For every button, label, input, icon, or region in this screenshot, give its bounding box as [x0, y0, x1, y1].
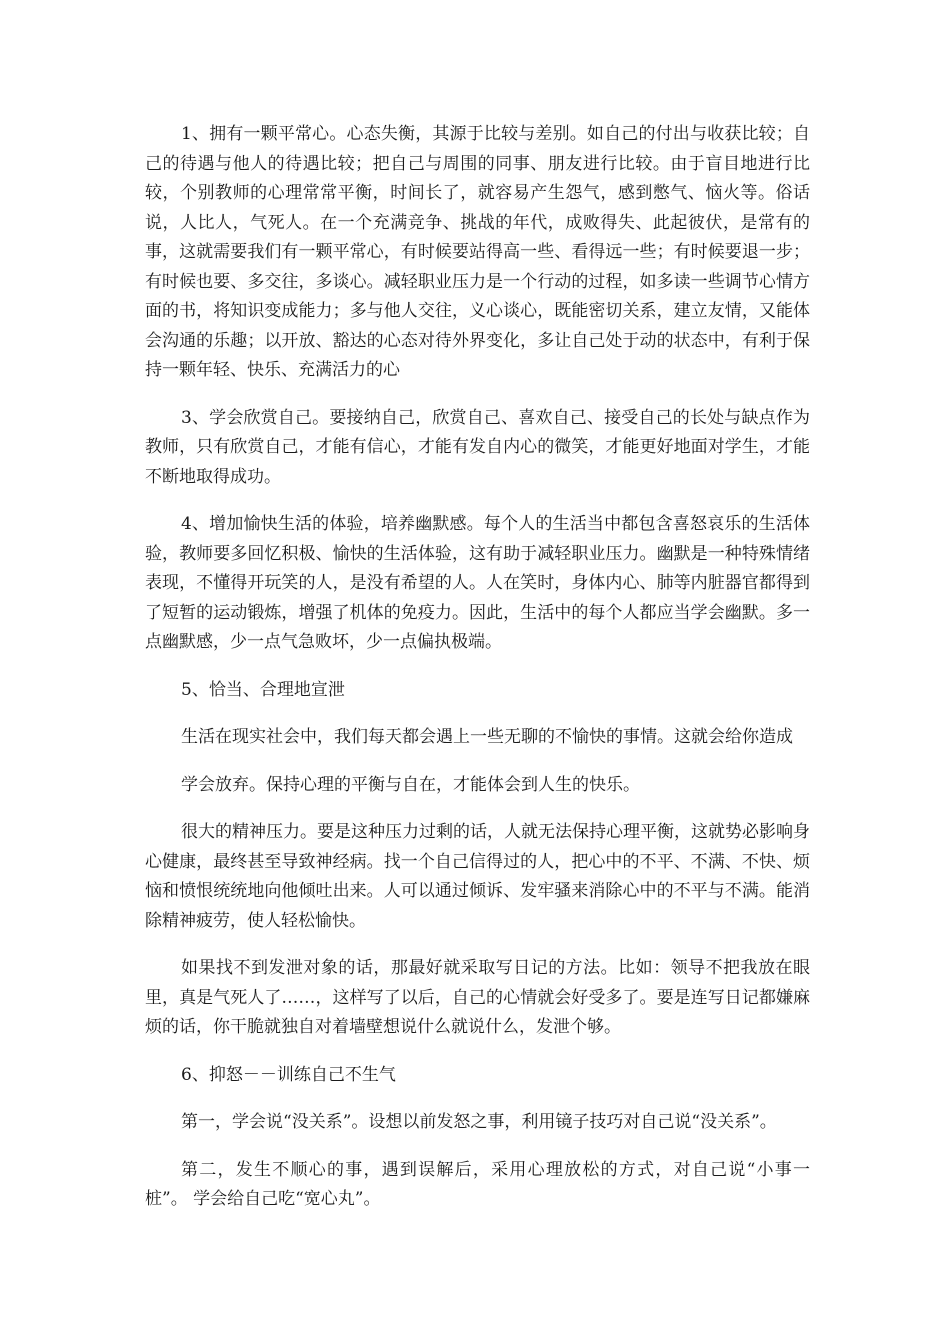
paragraph-3-appreciate-self: 3、学会欣赏自己。要接纳自己，欣赏自己、喜欢自己、接受自己的长处与缺点作为教师，只有欣赏自己，才能有信心，才能有发自内心的微笑，才能更好地面对学生，才能不断地取得成功。 [145, 407, 810, 487]
paragraph-second-small-thing: 第二，发生不顺心的事，遇到误解后，采用心理放松的方式，对自己说“小事一桩”。 学会给自己吃“宽心丸”。 [145, 1159, 810, 1209]
paragraph-4-humor: 4、增加愉快生活的体验，培养幽默感。每个人的生活当中都包含喜怒哀乐的生活体验，教师要多回忆积极、愉快的生活体验，这有助于减轻职业压力。幽默是一种特殊情绪表现，不懂得开玩笑的人，是没有希望的人。人在笑时，身体内心、肺等内脏器官都得到了短暂的运动锻炼，增强了机体的免疫力。因此，生活中的每个人都应当学会幽默。多一点幽默感，少一点气急败坏，少一点偏执极端。 [145, 514, 810, 652]
paragraph-diary: 如果找不到发泄对象的话，那最好就采取写日记的方法。比如：领导不把我放在眼里，真是气死人了……，这样写了以后，自己的心情就会好受多了。要是连写日记都嫌麻烦的话，你干脆就独自对着墙壁想说什么就说什么，发泄个够。 [145, 958, 810, 1037]
paragraph-1-ordinary-mind: 1、拥有一颗平常心。心态失衡，其源于比较与差别。如自己的付出与收获比较；自己的待遇与他人的待遇比较；把自己与周围的同事、朋友进行比较。由于盲目地进行比较，个别教师的心理常常平衡，时间长了，就容易产生怨气，感到憋气、恼火等。俗话说，人比人，气死人。在一个充满竞争、挑战的年代，成败得失、此起彼伏，是常有的事，这就需要我们有一颗平常心，有时候要站得高一些、看得远一些；有时候要退一步；有时候也要、多交往，多谈心。减轻职业压力是一个行动的过程，如多读一些调节心情方面的书，将知识变成能力；多与他人交往，义心谈心，既能密切关系，建立友情，又能体会沟通的乐趣；以开放、豁达的心态对待外界变化，多让自己处于动的状态中，有利于保持一颗年轻、快乐、充满活力的心 [145, 124, 810, 380]
document-body [145, 120, 810, 1233]
heading-6-anger-control: 6、抑怒－－训练自己不生气 [181, 1064, 396, 1085]
paragraph-mental-pressure: 很大的精神压力。要是这种压力过剩的话，人就无法保持心理平衡，这就势必影响身心健康，最终甚至导致神经病。找一个自己信得过的人，把心中的不平、不满、不快、烦恼和愤恨统统地向他倾吐出来。人可以通过倾诉、发牢骚来消除心中的不平与不满。能消除精神疲劳，使人轻松愉快。 [145, 822, 810, 931]
heading-5-venting: 5、恰当、合理地宣泄 [181, 679, 345, 700]
paragraph-first-no-problem: 第一，学会说“没关系”。设想以前发怒之事，利用镜子技巧对自己说“没关系”。 [181, 1112, 777, 1132]
paragraph-venting-intro: 生活在现实社会中，我们每天都会遇上一些无聊的不愉快的事情。这就会给你造成 [181, 727, 793, 747]
paragraph-learn-letting-go: 学会放弃。保持心理的平衡与自在，才能体会到人生的快乐。 [181, 774, 640, 795]
